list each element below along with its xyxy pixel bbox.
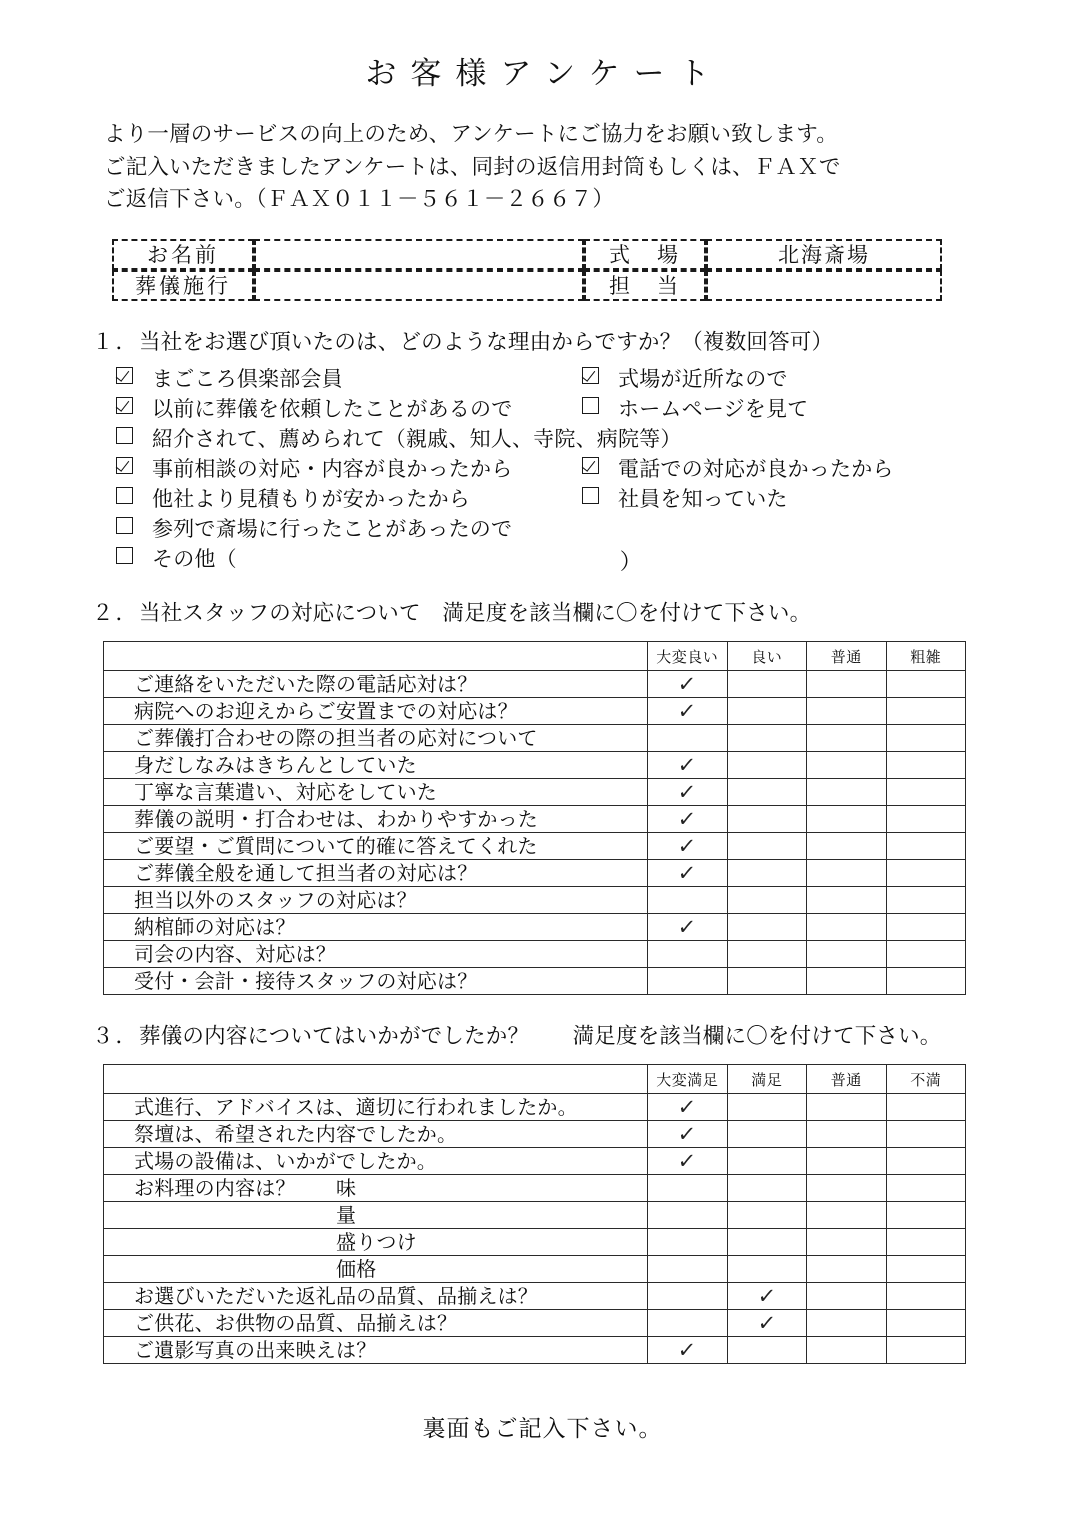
table-row-label: 式場の設備は、いかがでしたか。 <box>134 1149 437 1174</box>
question-1-option[interactable] <box>116 392 586 422</box>
question-1-option-label: 以前に葬儀を依頼したことがあるので <box>152 397 513 422</box>
rating-cell[interactable] <box>648 725 728 752</box>
table-row-label-cell <box>104 1202 648 1229</box>
table-row-label: ご遺影写真の出来映えは？ <box>134 1338 377 1363</box>
table-row-label: お選びいただいた返礼品の品質、品揃えは？ <box>134 1284 538 1309</box>
table-column-header: 不満 <box>886 1065 966 1094</box>
table-row-label: 式進行、アドバイスは、適切に行われましたか。 <box>134 1095 578 1120</box>
table-row <box>104 1148 966 1175</box>
table-row-label: 価格 <box>336 1257 377 1282</box>
rating-cell[interactable] <box>648 1310 728 1337</box>
table-row <box>104 1202 966 1229</box>
table-column-header: 良い <box>727 642 807 671</box>
rating-cell[interactable] <box>727 1202 807 1229</box>
question-3-table-body <box>104 1094 966 1364</box>
rating-cell[interactable] <box>648 1202 728 1229</box>
table-row-label-cell <box>104 914 648 941</box>
rating-cell[interactable] <box>886 860 966 887</box>
question-1-text: 当社をお選び頂いたのは、どのような理由からですか？（複数回答可） <box>139 330 834 356</box>
rating-cell[interactable] <box>648 968 728 995</box>
rating-cell[interactable] <box>807 887 887 914</box>
checkbox-icon[interactable] <box>116 547 133 564</box>
rating-cell[interactable] <box>886 1121 966 1148</box>
table-row-label: ご連絡をいただいた際の電話応対は？ <box>134 672 478 697</box>
table-row-label-cell <box>104 806 648 833</box>
hall-field[interactable]: 北海斎場 <box>706 239 942 270</box>
rating-cell[interactable] <box>727 968 807 995</box>
rating-cell[interactable] <box>807 1337 887 1364</box>
table-row <box>104 941 966 968</box>
question-1-option-label: 他社より見積もりが安かったから <box>152 487 470 512</box>
rating-cell[interactable] <box>727 1148 807 1175</box>
rating-cell[interactable] <box>886 887 966 914</box>
checkbox-checked-icon[interactable] <box>582 367 599 384</box>
checkbox-icon[interactable] <box>116 487 133 504</box>
rating-cell[interactable] <box>727 1256 807 1283</box>
rating-cell[interactable] <box>648 860 728 887</box>
table-row-label-cell <box>104 1229 648 1256</box>
rating-cell[interactable] <box>807 1283 887 1310</box>
checkbox-checked-icon[interactable] <box>116 457 133 474</box>
rating-cell[interactable] <box>807 860 887 887</box>
question-1-option-label: まごころ倶楽部会員 <box>152 367 343 392</box>
question-1-option-label: 事前相談の対応・内容が良かったから <box>152 457 513 482</box>
rating-cell[interactable] <box>727 1283 807 1310</box>
checkbox-icon[interactable] <box>116 427 133 444</box>
table-row-label-cell <box>104 1148 648 1175</box>
rating-cell[interactable] <box>886 1094 966 1121</box>
table-header-row <box>104 642 966 671</box>
table-row <box>104 968 966 995</box>
rating-cell[interactable] <box>886 941 966 968</box>
rating-cell[interactable] <box>886 1310 966 1337</box>
question-2-text: 当社スタッフの対応について 満足度を該当欄に〇を付けて下さい。 <box>139 601 812 627</box>
question-1-option[interactable] <box>582 392 808 422</box>
checkmark-icon: ✓ <box>756 1284 777 1309</box>
table-row-label-cell <box>104 752 648 779</box>
rating-cell[interactable] <box>648 1148 728 1175</box>
checkmark-icon: ✓ <box>677 834 698 859</box>
question-1-option-label: 式場が近所なので <box>618 367 788 392</box>
question-3-text: 葬儀の内容についてはいかがでしたか？ 満足度を該当欄に〇を付けて下さい。 <box>139 1024 942 1050</box>
table-row-label: ご葬儀全般を通して担当者の対応は？ <box>134 861 478 886</box>
question-1-option[interactable] <box>116 512 586 542</box>
customer-info-box <box>112 239 942 301</box>
rating-cell[interactable] <box>727 941 807 968</box>
rating-cell[interactable] <box>886 968 966 995</box>
rating-cell[interactable] <box>886 833 966 860</box>
question-2-table-body <box>104 671 966 995</box>
table-row-label: 担当以外のスタッフの対応は？ <box>134 888 417 913</box>
rating-cell[interactable] <box>727 833 807 860</box>
table-row-label: ご要望・ご質問について的確に答えてくれた <box>134 834 538 859</box>
checkbox-checked-icon[interactable] <box>582 457 599 474</box>
question-3-heading <box>92 1019 1075 1050</box>
question-1-option-label: 参列で斎場に行ったことがあったので <box>152 517 513 542</box>
table-row <box>104 1094 966 1121</box>
rating-cell[interactable] <box>886 1175 966 1202</box>
table-row <box>104 1175 966 1202</box>
table-row-label-cell <box>104 1337 648 1364</box>
intro-line-2: ご記入いただきましたアンケートは、同封の返信用封筒もしくは、ＦＡＸで <box>104 154 841 180</box>
rating-cell[interactable] <box>807 698 887 725</box>
rating-cell[interactable] <box>886 752 966 779</box>
checkbox-icon[interactable] <box>116 517 133 534</box>
question-2-heading <box>92 596 1075 627</box>
rating-cell[interactable] <box>807 1121 887 1148</box>
question-1-number: １． <box>92 330 140 356</box>
table-row <box>104 860 966 887</box>
question-1-option[interactable] <box>116 482 586 512</box>
rating-cell[interactable] <box>648 1229 728 1256</box>
rating-cell[interactable] <box>807 914 887 941</box>
table-row-label-cell <box>104 941 648 968</box>
table-row-label: 司会の内容、対応は？ <box>134 942 336 967</box>
table-row <box>104 752 966 779</box>
rating-cell[interactable] <box>727 1175 807 1202</box>
table-row-label-cell <box>104 1256 648 1283</box>
rating-cell[interactable] <box>727 725 807 752</box>
rating-cell[interactable] <box>807 779 887 806</box>
question-1-option[interactable] <box>582 482 788 512</box>
intro-line-1: より一層のサービスの向上のため、アンケートにご協力をお願い致します。 <box>104 122 838 147</box>
checkbox-icon[interactable] <box>582 397 599 414</box>
table-column-header: 満足 <box>727 1065 807 1094</box>
rating-cell[interactable] <box>648 698 728 725</box>
rating-cell[interactable] <box>886 1202 966 1229</box>
table-column-header: 普通 <box>807 642 887 671</box>
rating-cell[interactable] <box>807 1256 887 1283</box>
table-row-label-cell <box>104 860 648 887</box>
intro-line-3: ご返信下さい。（ＦＡＸ０１１－５６１－２６６７） <box>104 187 615 213</box>
rating-cell[interactable] <box>807 1310 887 1337</box>
question-1-option-label: 電話での対応が良かったから <box>618 457 894 482</box>
table-row-label-cell <box>104 1121 648 1148</box>
rating-cell[interactable] <box>727 1229 807 1256</box>
question-1-option-label: 社員を知っていた <box>618 487 788 512</box>
checkbox-checked-icon[interactable] <box>116 397 133 414</box>
rating-cell[interactable] <box>807 806 887 833</box>
table-row <box>104 1229 966 1256</box>
table-row-label-cell <box>104 887 648 914</box>
question-1-option[interactable] <box>582 362 788 392</box>
question-1-option[interactable] <box>116 542 642 576</box>
other-field-close-paren: ） <box>619 550 642 576</box>
rating-cell[interactable] <box>648 671 728 698</box>
table-header-blank <box>104 642 648 671</box>
rating-cell[interactable] <box>727 1121 807 1148</box>
rating-cell[interactable] <box>727 1337 807 1364</box>
question-1-option-label: ホームページを見て <box>618 397 809 422</box>
question-3-rating-table <box>103 1064 966 1364</box>
rating-cell[interactable] <box>727 806 807 833</box>
rating-cell[interactable] <box>886 779 966 806</box>
table-row-label-cell <box>104 1094 648 1121</box>
rating-cell[interactable] <box>648 1175 728 1202</box>
rating-cell[interactable] <box>727 887 807 914</box>
table-row <box>104 671 966 698</box>
rating-cell[interactable] <box>648 752 728 779</box>
table-row <box>104 779 966 806</box>
checkmark-icon: ✓ <box>677 1149 698 1174</box>
rating-cell[interactable] <box>727 752 807 779</box>
table-row-label-cell <box>104 725 648 752</box>
rating-cell[interactable] <box>886 698 966 725</box>
rating-cell[interactable] <box>648 1283 728 1310</box>
rating-cell[interactable] <box>727 671 807 698</box>
table-column-header: 粗雑 <box>886 642 966 671</box>
checkmark-icon: ✓ <box>677 753 698 778</box>
checkmark-icon: ✓ <box>677 1338 698 1363</box>
rating-cell[interactable] <box>886 1229 966 1256</box>
table-row-label-cell <box>104 1283 648 1310</box>
rating-cell[interactable] <box>807 671 887 698</box>
question-1-heading <box>92 325 1075 356</box>
rating-cell[interactable] <box>886 1256 966 1283</box>
page-title: お客様アンケート <box>365 56 724 92</box>
checkmark-icon: ✓ <box>677 915 698 940</box>
rating-cell[interactable] <box>648 1256 728 1283</box>
table-header-blank <box>104 1065 648 1094</box>
table-row-label: ご供花、お供物の品質、品揃えは？ <box>134 1311 458 1336</box>
table-row-label: お料理の内容は？ 味 <box>134 1176 357 1201</box>
rating-cell[interactable] <box>727 914 807 941</box>
table-row-label: 納棺師の対応は？ <box>134 915 296 940</box>
table-row-label: 盛りつけ <box>336 1230 417 1255</box>
table-column-header: 大変満足 <box>648 1065 728 1094</box>
checkmark-icon: ✓ <box>677 672 698 697</box>
rating-cell[interactable] <box>886 1283 966 1310</box>
service-label: 葬儀施行 <box>112 270 254 301</box>
rating-cell[interactable] <box>886 914 966 941</box>
rating-cell[interactable] <box>727 698 807 725</box>
question-1-option[interactable] <box>116 452 586 482</box>
name-label: お名前 <box>112 239 254 270</box>
table-row-label: 葬儀の説明・打合わせは、わかりやすかった <box>134 807 538 832</box>
table-row-label-cell <box>104 1310 648 1337</box>
table-row-label: ご葬儀打合わせの際の担当者の応対について <box>134 726 538 751</box>
rating-cell[interactable] <box>807 1175 887 1202</box>
question-2-rating-table <box>103 641 966 995</box>
table-row <box>104 1256 966 1283</box>
rating-cell[interactable] <box>886 725 966 752</box>
table-row-label: 身だしなみはきちんとしていた <box>134 753 417 778</box>
checkmark-icon: ✓ <box>677 780 698 805</box>
rating-cell[interactable] <box>807 752 887 779</box>
name-field[interactable] <box>254 239 584 270</box>
table-row-label: 病院へのお迎えからご安置までの対応は？ <box>134 699 518 724</box>
rating-cell[interactable] <box>727 779 807 806</box>
table-column-header: 大変良い <box>648 642 728 671</box>
rating-cell[interactable] <box>807 941 887 968</box>
table-row <box>104 1337 966 1364</box>
checkmark-icon: ✓ <box>677 1122 698 1147</box>
table-row-label-cell <box>104 671 648 698</box>
table-row <box>104 887 966 914</box>
table-row-label: 祭壇は、希望された内容でしたか。 <box>134 1122 458 1147</box>
table-row-label: 受付・会計・接待スタッフの対応は？ <box>134 969 478 994</box>
checkbox-icon[interactable] <box>582 487 599 504</box>
rating-cell[interactable] <box>886 1148 966 1175</box>
rating-cell[interactable] <box>807 725 887 752</box>
table-row <box>104 806 966 833</box>
rating-cell[interactable] <box>648 833 728 860</box>
table-row <box>104 914 966 941</box>
question-1-option-label: 紹介されて、薦められて（親戚、知人、寺院、病院等） <box>152 427 682 452</box>
question-2-table-header <box>104 642 966 671</box>
table-row <box>104 725 966 752</box>
rating-cell[interactable] <box>727 1094 807 1121</box>
rating-cell[interactable] <box>886 671 966 698</box>
intro-paragraph <box>104 119 1075 217</box>
question-1-option-label: その他（ <box>152 547 237 572</box>
rating-cell[interactable] <box>807 833 887 860</box>
rating-cell[interactable] <box>648 1337 728 1364</box>
table-row <box>104 1121 966 1148</box>
checkmark-icon: ✓ <box>677 861 698 886</box>
table-row <box>104 833 966 860</box>
service-field[interactable] <box>254 270 584 301</box>
question-1-left-column <box>116 362 682 576</box>
table-row-label-cell <box>104 1175 648 1202</box>
footer-note: 裏面もご記入下さい。 <box>422 1416 663 1443</box>
rating-cell[interactable] <box>807 968 887 995</box>
staff-field[interactable] <box>706 270 942 301</box>
question-1-option[interactable] <box>116 362 586 392</box>
staff-label: 担 当 <box>584 270 706 301</box>
rating-cell[interactable] <box>727 1310 807 1337</box>
table-row-label-cell <box>104 779 648 806</box>
checkmark-icon: ✓ <box>756 1311 777 1336</box>
table-row <box>104 1283 966 1310</box>
question-1-options <box>116 362 976 576</box>
question-1-option[interactable] <box>582 452 894 482</box>
rating-cell[interactable] <box>727 860 807 887</box>
table-row-label-cell <box>104 698 648 725</box>
table-row-label-cell <box>104 968 648 995</box>
rating-cell[interactable] <box>648 887 728 914</box>
question-3-number: ３． <box>92 1024 140 1050</box>
rating-cell[interactable] <box>648 806 728 833</box>
rating-cell[interactable] <box>648 1121 728 1148</box>
rating-cell[interactable] <box>648 941 728 968</box>
rating-cell[interactable] <box>807 1202 887 1229</box>
rating-cell[interactable] <box>886 1337 966 1364</box>
hall-label: 式 場 <box>584 239 706 270</box>
table-row <box>104 698 966 725</box>
rating-cell[interactable] <box>807 1148 887 1175</box>
table-column-header: 普通 <box>807 1065 887 1094</box>
checkmark-icon: ✓ <box>677 1095 698 1120</box>
rating-cell[interactable] <box>886 806 966 833</box>
question-1-option[interactable] <box>116 422 682 452</box>
checkmark-icon: ✓ <box>677 699 698 724</box>
table-row <box>104 1310 966 1337</box>
checkbox-checked-icon[interactable] <box>116 367 133 384</box>
question-2-number: ２． <box>92 601 140 627</box>
table-row-label: 丁寧な言葉遣い、対応をしていた <box>134 780 437 805</box>
rating-cell[interactable] <box>648 1094 728 1121</box>
rating-cell[interactable] <box>807 1094 887 1121</box>
table-row-label-cell <box>104 833 648 860</box>
table-header-row <box>104 1065 966 1094</box>
rating-cell[interactable] <box>648 914 728 941</box>
question-3-table-header <box>104 1065 966 1094</box>
checkmark-icon: ✓ <box>677 807 698 832</box>
rating-cell[interactable] <box>807 1229 887 1256</box>
rating-cell[interactable] <box>648 779 728 806</box>
table-row-label: 量 <box>336 1203 357 1228</box>
